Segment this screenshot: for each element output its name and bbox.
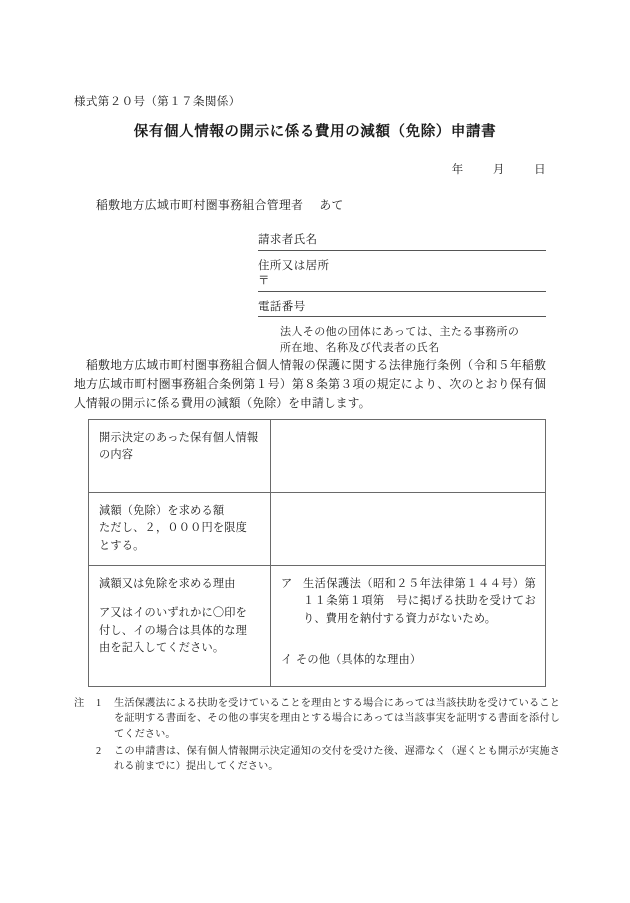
reason-option-b-marker: イ (281, 654, 293, 667)
footnote-number: 2 (96, 745, 102, 757)
applicant-address-label: 住所又は居所 (258, 259, 330, 272)
disclosed-info-label: 開示決定のあった保有個人情報の内容 (99, 432, 259, 462)
table-row (89, 493, 546, 566)
corporate-note-line-1: 法人その他の団体にあっては、主たる事務所の (280, 326, 520, 339)
reason-option-b-text: その他（具体的な理由） (296, 654, 422, 667)
footnote-number: 1 (96, 698, 102, 709)
reason-label-line-4: 由を記入してください。 (99, 642, 225, 655)
date-day-label: 日 (534, 164, 546, 176)
reduction-amount-label-line-1: 減額（免除）を求める額 (99, 505, 225, 517)
reason-option-a-marker: ア (281, 578, 293, 591)
form-number: 様式第２０号（第１７条関係） (74, 96, 241, 108)
date-line (452, 161, 546, 177)
corporate-applicant-note (258, 325, 546, 357)
reduction-amount-label-line-2: ただし、２，０００円を限度 (99, 522, 248, 535)
page-title: 保有個人情報の開示に係る費用の減額（免除）申請書 (133, 124, 497, 140)
disclosed-info-label-cell (89, 420, 271, 493)
footnote-item (74, 696, 560, 742)
footnotes (74, 696, 560, 774)
addressee-organization: 稲敷地方広域市町村圏事務組合管理者 (96, 198, 304, 212)
body-paragraph: 稲敷地方広域市町村圏事務組合個人情報の保護に関する法律施行条例（令和５年稲敷地方広域市町村圏事務組合条例第１号）第８条第３項の規定により、次のとおり保有個人情報の開示に係る費用の減額（免除）を申請します。 (74, 358, 546, 411)
reason-options-cell (271, 566, 546, 687)
addressee (96, 196, 344, 213)
applicant-phone-label: 電話番号 (258, 300, 306, 313)
applicant-phone-field[interactable] (258, 300, 546, 318)
applicant-address-field[interactable] (258, 259, 546, 292)
reason-option-b[interactable] (281, 652, 536, 669)
reduction-amount-label-cell (89, 493, 271, 566)
date-month-label: 月 (492, 164, 505, 176)
table-row (89, 566, 546, 687)
applicant-information-block (258, 233, 546, 357)
footnote-tag: 注 (74, 698, 85, 709)
reason-label-line-2: ア又はイのいずれかに〇印を (99, 607, 248, 620)
addressee-honorific: あて (319, 198, 344, 212)
label-spacer (99, 593, 261, 605)
reduction-amount-value-cell[interactable] (271, 493, 546, 566)
reason-option-a-text: 生活保護法（昭和２５年法律第１４４号）第１１条第１項第 号に掲げる扶助を受けており、費用を納付する資力がないため。 (303, 578, 536, 625)
disclosed-info-value-cell[interactable] (271, 420, 546, 493)
corporate-note-line-2: 所在地、名称及び代表者の氏名 (280, 342, 440, 354)
reason-options-gap (281, 628, 536, 652)
applicant-name-label: 請求者氏名 (258, 234, 318, 246)
postal-code-mark: 〒 (258, 275, 270, 288)
application-table (88, 419, 546, 687)
applicant-name-field[interactable] (258, 233, 546, 251)
table-row (89, 420, 546, 493)
footnote-text: この申請書は、保有個人情報開示決定通知の交付を受けた後、遅滞なく（遅くとも開示が実施される前までに）提出してください。 (114, 745, 560, 773)
reason-label-line-3: 付し、イの場合は具体的な理 (99, 624, 248, 637)
reason-label-line-1: 減額又は免除を求める理由 (99, 578, 236, 591)
date-year-label: 年 (451, 164, 464, 176)
reason-label-cell (89, 566, 271, 687)
footnote-text: 生活保護法による扶助を受けていることを理由とする場合にあっては当該扶助を受けていることを証明する書面を、その他の事実を理由とする場合にあっては当該事実を証明する書面を添付してください。 (114, 698, 560, 740)
reduction-amount-label-line-3: とする。 (99, 539, 145, 552)
footnote-item (74, 744, 560, 775)
reason-option-a[interactable] (281, 576, 536, 628)
